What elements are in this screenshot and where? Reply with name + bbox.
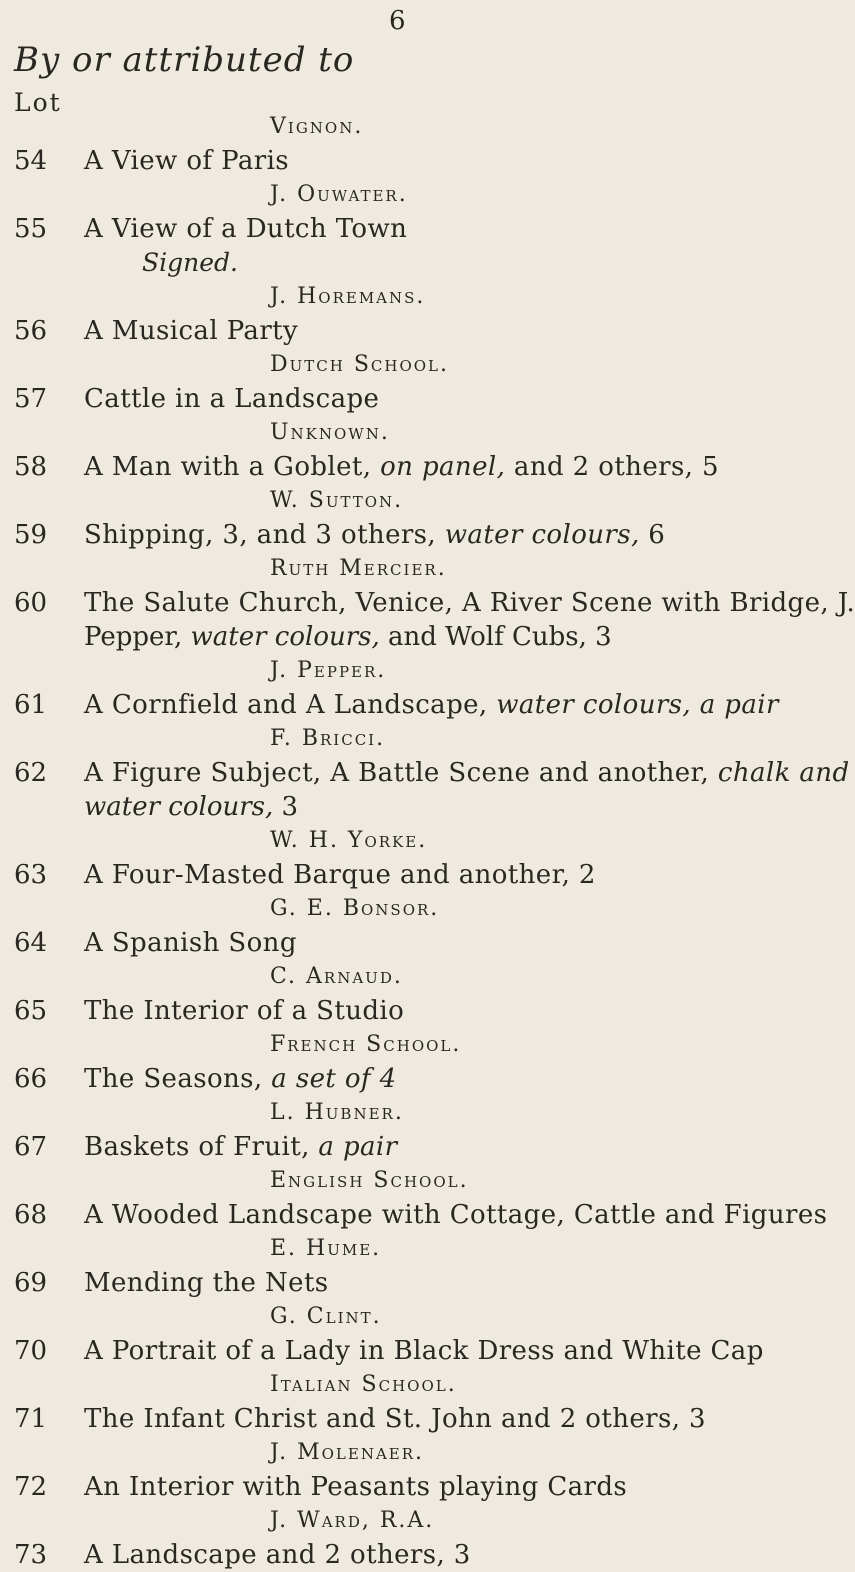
lot-entry bbox=[0, 416, 800, 484]
lot-title-rest: and 2 others, 5 bbox=[505, 452, 719, 482]
lot-artist: E. Hume. bbox=[270, 1236, 382, 1261]
lot-title-italic: on panel, bbox=[371, 452, 506, 482]
lot-artist: J. Pepper. bbox=[270, 658, 387, 683]
lot-artist: J. Ward, R.A. bbox=[270, 1508, 435, 1533]
lot-number: 67 bbox=[14, 1132, 48, 1162]
lot-title-rest: 6 bbox=[639, 520, 666, 550]
lot-number: 56 bbox=[14, 316, 48, 346]
lot-entry bbox=[0, 1368, 800, 1436]
lot-title-text: An Interior with Peasants playing Cards bbox=[84, 1472, 628, 1502]
lot-row bbox=[0, 688, 800, 722]
lot-number: 55 bbox=[14, 214, 48, 244]
lot-row bbox=[0, 1470, 800, 1504]
lot-artist: French School. bbox=[270, 1032, 462, 1057]
lot-row bbox=[0, 756, 850, 790]
lot-title-text: A Landscape and 2 others, 3 bbox=[84, 1540, 471, 1570]
lot-title-text: A Four-Masted Barque and another, 2 bbox=[84, 860, 596, 890]
lot-row bbox=[0, 994, 800, 1028]
lot-entry bbox=[0, 178, 800, 280]
lot-number: 66 bbox=[14, 1064, 48, 1094]
lot-row bbox=[0, 1198, 828, 1232]
lot-row bbox=[0, 518, 800, 552]
lot-number: 59 bbox=[14, 520, 48, 550]
lot-title-italic: water colours, a pair bbox=[487, 690, 779, 720]
lot-row bbox=[0, 586, 855, 620]
lot-title bbox=[84, 212, 407, 246]
lot-row bbox=[0, 1334, 800, 1368]
lot-row bbox=[0, 1266, 800, 1300]
lot-cont-italic: water colours, bbox=[84, 792, 274, 822]
lot-number: 64 bbox=[14, 928, 48, 958]
page-number: 6 bbox=[389, 6, 406, 36]
lot-number: 63 bbox=[14, 860, 48, 890]
lot-artist: English School. bbox=[270, 1168, 469, 1193]
lot-title-text: The Salute Church, Venice, A River Scene with Bridge, J. bbox=[84, 588, 855, 618]
lot-artist: F. Bricci. bbox=[270, 726, 386, 751]
lot-number: 57 bbox=[14, 384, 48, 414]
lot-number: 61 bbox=[14, 690, 48, 720]
lot-entry bbox=[0, 552, 855, 654]
lot-artist: L. Hubner. bbox=[270, 1100, 404, 1125]
lot-number: 68 bbox=[14, 1200, 48, 1230]
lot-title-text: The Infant Christ and St. John and 2 others, 3 bbox=[84, 1404, 706, 1434]
lot-title bbox=[84, 1538, 471, 1572]
lot-title bbox=[84, 688, 779, 722]
lot-row bbox=[0, 1062, 800, 1096]
lot-number: 69 bbox=[14, 1268, 48, 1298]
lot-title-text: The Seasons, bbox=[84, 1064, 263, 1094]
lot-entry bbox=[0, 654, 800, 722]
lot-title-italic: chalk and bbox=[709, 758, 850, 788]
lot-number: 58 bbox=[14, 452, 48, 482]
lot-entry bbox=[0, 348, 800, 416]
lot-title-italic: a pair bbox=[309, 1132, 398, 1162]
lot-number: 72 bbox=[14, 1472, 48, 1502]
lot-title-text: A Wooded Landscape with Cottage, Cattle and Figures bbox=[84, 1200, 828, 1230]
lot-title-text: The Interior of a Studio bbox=[84, 996, 405, 1026]
lot-number: 70 bbox=[14, 1336, 48, 1366]
section-header: By or attributed to bbox=[14, 40, 355, 80]
lot-row bbox=[0, 926, 800, 960]
lot-artist: J. Ouwater. bbox=[270, 182, 408, 207]
lot-entry bbox=[0, 110, 800, 178]
lot-entry bbox=[0, 1300, 800, 1368]
lot-title-text: A Cornfield and A Landscape, bbox=[84, 690, 488, 720]
lot-title bbox=[84, 314, 298, 348]
lot-row bbox=[0, 212, 800, 246]
lot-row bbox=[0, 1402, 800, 1436]
lot-entry bbox=[0, 1028, 800, 1096]
lot-artist: C. Arnaud. bbox=[270, 964, 403, 989]
lot-entry bbox=[0, 280, 800, 348]
lot-entry bbox=[0, 824, 800, 892]
lot-title-text: A Man with a Goblet, bbox=[84, 452, 372, 482]
lot-title-italic: water colours, bbox=[436, 520, 640, 550]
lot-row bbox=[0, 382, 800, 416]
lot-title bbox=[84, 1266, 329, 1300]
lot-artist: G. Clint. bbox=[270, 1304, 382, 1329]
lot-number: 60 bbox=[14, 588, 48, 618]
lot-artist: J. Molenaer. bbox=[270, 1440, 425, 1465]
lot-entry bbox=[0, 1232, 800, 1300]
lot-row bbox=[0, 144, 800, 178]
lot-entry bbox=[0, 1504, 800, 1572]
lot-row bbox=[0, 450, 800, 484]
lot-entry bbox=[0, 960, 800, 1028]
lot-number: 54 bbox=[14, 146, 48, 176]
lot-title-text: A Musical Party bbox=[84, 316, 299, 346]
lot-artist: W. H. Yorke. bbox=[270, 828, 428, 853]
lot-title bbox=[84, 586, 855, 620]
lot-entry bbox=[0, 1436, 800, 1504]
lot-title-text: Mending the Nets bbox=[84, 1268, 329, 1298]
lot-title-text: A Figure Subject, A Battle Scene and another, bbox=[84, 758, 710, 788]
lot-entry bbox=[0, 484, 800, 552]
lot-artist: Italian School. bbox=[270, 1372, 457, 1397]
lot-title-text: Shipping, 3, and 3 others, bbox=[84, 520, 437, 550]
lot-title-text: Baskets of Fruit, bbox=[84, 1132, 310, 1162]
lot-row bbox=[0, 858, 800, 892]
lot-title-continuation bbox=[0, 620, 800, 654]
lot-artist: Ruth Mercier. bbox=[270, 556, 447, 581]
lot-title bbox=[84, 1402, 706, 1436]
lot-title-text: Cattle in a Landscape bbox=[84, 384, 380, 414]
lot-title bbox=[84, 1130, 397, 1164]
lot-title-text: A Portrait of a Lady in Black Dress and White Cap bbox=[84, 1336, 764, 1366]
lot-entry bbox=[0, 1096, 800, 1164]
lot-note: Signed. bbox=[142, 248, 238, 277]
lot-title-italic: a set of 4 bbox=[262, 1064, 397, 1094]
lot-cont-italic: water colours, bbox=[182, 622, 380, 652]
lot-artist: Vignon. bbox=[270, 114, 364, 139]
lot-row bbox=[0, 1538, 800, 1572]
lot-cont-rest: and Wolf Cubs, 3 bbox=[379, 622, 612, 652]
lot-entry bbox=[0, 1164, 828, 1232]
lot-title bbox=[84, 518, 665, 552]
lot-title bbox=[84, 756, 850, 790]
lot-title bbox=[84, 1470, 627, 1504]
lot-number: 71 bbox=[14, 1404, 48, 1434]
lot-row bbox=[0, 1130, 800, 1164]
lot-title-continuation bbox=[0, 790, 800, 824]
lot-artist: W. Sutton. bbox=[270, 488, 404, 513]
lot-title bbox=[84, 858, 596, 892]
lot-title bbox=[84, 1062, 397, 1096]
lot-column-heading: Lot bbox=[14, 88, 62, 117]
lot-entry bbox=[0, 722, 850, 824]
lot-cont-text: Pepper, bbox=[84, 622, 183, 652]
lot-number: 65 bbox=[14, 996, 48, 1026]
lot-title-text: A View of Paris bbox=[84, 146, 290, 176]
lot-title bbox=[84, 994, 404, 1028]
lot-number: 73 bbox=[14, 1540, 48, 1570]
lot-title bbox=[84, 450, 719, 484]
lot-title bbox=[84, 1334, 764, 1368]
lot-cont-rest: 3 bbox=[273, 792, 299, 822]
lot-title bbox=[84, 1198, 827, 1232]
lot-title bbox=[84, 926, 297, 960]
lot-title-text: A Spanish Song bbox=[84, 928, 297, 958]
lot-number: 62 bbox=[14, 758, 48, 788]
lot-artist: G. E. Bonsor. bbox=[270, 896, 440, 921]
lot-title-text: A View of a Dutch Town bbox=[84, 214, 408, 244]
lot-title bbox=[84, 382, 379, 416]
lot-artist: J. Horemans. bbox=[270, 284, 426, 309]
lot-artist: Unknown. bbox=[270, 420, 390, 445]
lot-title bbox=[84, 144, 289, 178]
lot-entry bbox=[0, 892, 800, 960]
lot-list bbox=[0, 110, 855, 1572]
lot-row bbox=[0, 314, 800, 348]
lot-artist: Dutch School. bbox=[270, 352, 450, 377]
